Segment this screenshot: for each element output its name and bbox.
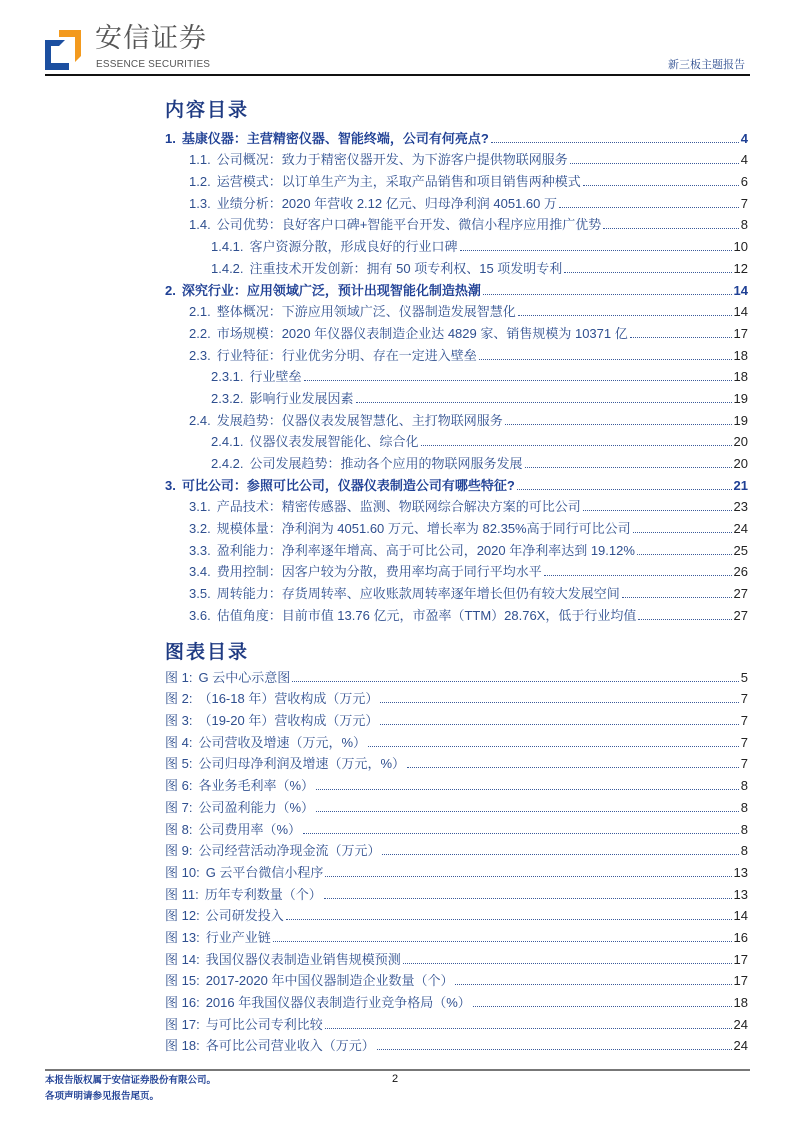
entry-title: 历年专利数量（个） bbox=[204, 886, 322, 902]
dot-leader bbox=[325, 876, 731, 877]
figure-list bbox=[165, 666, 748, 1056]
entry-page: 6 bbox=[740, 174, 748, 190]
entry-page: 7 bbox=[740, 691, 748, 707]
toc-entry[interactable] bbox=[165, 431, 748, 453]
figure-entry[interactable] bbox=[165, 970, 748, 992]
toc-entry[interactable] bbox=[165, 539, 748, 561]
entry-number: 图 16: bbox=[165, 995, 200, 1010]
entry-title: 公司盈利能力（%） bbox=[198, 799, 315, 815]
entry-number: 图 6: bbox=[165, 778, 193, 794]
entry-title: 客户资源分散，形成良好的行业口碑 bbox=[249, 239, 458, 255]
entry-number: 1.4.1. bbox=[211, 239, 244, 255]
entry-title: （19-20 年）营收构成（万元） bbox=[198, 713, 379, 729]
toc-entry[interactable] bbox=[165, 474, 748, 496]
dot-leader bbox=[460, 250, 732, 251]
dot-leader bbox=[479, 359, 732, 360]
entry-page: 24 bbox=[733, 1038, 748, 1054]
entry-title: G 云平台微信小程序 bbox=[205, 864, 324, 880]
toc-entry[interactable] bbox=[165, 192, 748, 214]
figure-entry[interactable] bbox=[165, 861, 748, 883]
dot-leader bbox=[303, 833, 739, 834]
footer-disclaimer: 各项声明请参见报告尾页。 bbox=[45, 1091, 160, 1102]
entry-title: 发展趋势：仪器仪表发展智慧化、主打物联网服务 bbox=[216, 412, 503, 428]
entry-number: 3.5. bbox=[189, 586, 211, 602]
toc-entry[interactable] bbox=[165, 214, 748, 236]
entry-number: 图 9: bbox=[165, 843, 193, 859]
entry-number: 2.3.2. bbox=[211, 390, 244, 406]
entry-page: 21 bbox=[733, 477, 748, 493]
dot-leader bbox=[559, 207, 739, 208]
toc-entry[interactable] bbox=[165, 387, 748, 409]
figure-entry[interactable] bbox=[165, 883, 748, 905]
dot-leader bbox=[380, 702, 738, 703]
report-type: 新三板主题报告 bbox=[668, 58, 745, 71]
dot-leader bbox=[505, 424, 732, 425]
entry-number: 2. bbox=[165, 282, 176, 298]
footer-divider bbox=[45, 1069, 750, 1071]
entry-title: 规模体量：净利润为 4051.60 万元、增长率为 82.35%高于同行可比公司 bbox=[216, 521, 631, 537]
entry-title: 公司研发投入 bbox=[205, 908, 284, 924]
toc-entry[interactable] bbox=[165, 127, 748, 149]
dot-leader bbox=[316, 811, 739, 812]
toc-entry[interactable] bbox=[165, 322, 748, 344]
entry-number: 2.4. bbox=[189, 412, 211, 428]
dot-leader bbox=[517, 489, 732, 490]
entry-number: 图 2: bbox=[165, 691, 193, 707]
toc-entry[interactable] bbox=[165, 561, 748, 583]
dot-leader bbox=[637, 554, 732, 555]
entry-title: 估值角度：目前市值 13.76 亿元，市盈率（TTM）28.76X，低于行业均值 bbox=[216, 607, 637, 623]
entry-title: 公司费用率（%） bbox=[198, 821, 302, 837]
toc-entry[interactable] bbox=[165, 517, 748, 539]
entry-number: 2.1. bbox=[189, 304, 211, 320]
entry-page: 4 bbox=[740, 152, 748, 168]
entry-title: 行业特征：行业优劣分明、存在一定进入壁垒 bbox=[216, 347, 477, 363]
figure-entry[interactable] bbox=[165, 926, 748, 948]
entry-title: 业绩分析：2020 年营收 2.12 亿元、归母净利润 4051.60 万 bbox=[216, 195, 557, 211]
entry-number: 图 7: bbox=[165, 799, 193, 815]
entry-title: 产品技术：精密传感器、监测、物联网综合解决方案的可比公司 bbox=[216, 499, 581, 515]
dot-leader bbox=[473, 1006, 732, 1007]
entry-title: 2017-2020 年中国仪器制造企业数量（个） bbox=[205, 973, 454, 989]
entry-page: 4 bbox=[740, 130, 748, 146]
dot-leader bbox=[455, 984, 731, 985]
entry-number: 3.4. bbox=[189, 564, 211, 580]
entry-title: （16-18 年）营收构成（万元） bbox=[198, 691, 379, 707]
figure-entry[interactable] bbox=[165, 1013, 748, 1035]
entry-title: 公司概况：致力于精密仪器开发、为下游客户提供物联网服务 bbox=[216, 152, 568, 168]
entry-number: 2.3. bbox=[189, 347, 211, 363]
entry-page: 27 bbox=[733, 607, 748, 623]
entry-number: 图 3: bbox=[165, 713, 193, 729]
dot-leader bbox=[544, 575, 732, 576]
dot-leader bbox=[273, 941, 732, 942]
entry-title: 行业产业链 bbox=[205, 929, 271, 945]
entry-page: 14 bbox=[733, 304, 748, 320]
dot-leader bbox=[525, 467, 732, 468]
entry-page: 20 bbox=[733, 456, 748, 471]
entry-page: 10 bbox=[733, 239, 748, 255]
entry-page: 8 bbox=[740, 217, 748, 233]
entry-title: 公司发展趋势：推动各个应用的物联网服务发展 bbox=[249, 456, 523, 471]
dot-leader bbox=[304, 380, 732, 381]
entry-title: 我国仪器仪表制造业销售规模预测 bbox=[205, 951, 401, 967]
entry-page: 18 bbox=[733, 995, 748, 1010]
entry-number: 3.2. bbox=[189, 521, 211, 537]
entry-page: 17 bbox=[733, 973, 748, 989]
entry-page: 8 bbox=[740, 799, 748, 815]
entry-page: 19 bbox=[733, 390, 748, 406]
dot-leader bbox=[382, 854, 738, 855]
entry-number: 1.3. bbox=[189, 195, 211, 211]
entry-title: 与可比公司专利比较 bbox=[205, 1016, 323, 1032]
entry-number: 图 8: bbox=[165, 821, 193, 837]
dot-leader bbox=[491, 142, 739, 143]
entry-page: 7 bbox=[740, 756, 748, 772]
dot-leader bbox=[292, 681, 739, 682]
dot-leader bbox=[630, 337, 732, 338]
entry-page: 25 bbox=[733, 542, 748, 558]
dot-leader bbox=[407, 767, 739, 768]
entry-page: 27 bbox=[733, 586, 748, 602]
entry-page: 13 bbox=[733, 886, 748, 902]
toc-entry[interactable] bbox=[165, 257, 748, 279]
entry-page: 24 bbox=[733, 1016, 748, 1032]
dot-leader bbox=[316, 789, 739, 790]
dot-leader bbox=[368, 746, 739, 747]
toc-entry[interactable] bbox=[165, 170, 748, 192]
dot-leader bbox=[638, 619, 731, 620]
entry-title: 盈利能力：净利率逐年增高、高于可比公司，2020 年净利率达到 19.12% bbox=[216, 542, 635, 558]
entry-number: 1.2. bbox=[189, 174, 211, 190]
entry-page: 16 bbox=[733, 929, 748, 945]
figure-entry[interactable] bbox=[165, 1035, 748, 1057]
entry-title: 费用控制：因客户较为分散，费用率均高于同行平均水平 bbox=[216, 564, 542, 580]
entry-page: 17 bbox=[733, 951, 748, 967]
figure-entry[interactable] bbox=[165, 688, 748, 710]
entry-number: 图 18: bbox=[165, 1038, 200, 1054]
dot-leader bbox=[325, 1028, 732, 1029]
footer-copyright: 本报告版权属于安信证券股份有限公司。 bbox=[45, 1075, 217, 1086]
entry-title: 各业务毛利率（%） bbox=[198, 778, 315, 794]
dot-leader bbox=[377, 1049, 732, 1050]
toc-entry[interactable] bbox=[165, 409, 748, 431]
entry-number: 图 12: bbox=[165, 908, 200, 924]
toc-entry[interactable] bbox=[165, 452, 748, 474]
entry-number: 图 5: bbox=[165, 756, 193, 772]
figure-entry[interactable] bbox=[165, 753, 748, 775]
entry-title: 2016 年我国仪器仪表制造行业竞争格局（%） bbox=[205, 995, 471, 1010]
toc-entry[interactable] bbox=[165, 279, 748, 301]
dot-leader bbox=[570, 163, 739, 164]
toc-entry[interactable] bbox=[165, 301, 748, 323]
dot-leader bbox=[583, 185, 739, 186]
entry-number: 图 15: bbox=[165, 973, 200, 989]
dot-leader bbox=[403, 963, 732, 964]
entry-number: 图 14: bbox=[165, 951, 200, 967]
entry-number: 3. bbox=[165, 477, 176, 493]
entry-page: 20 bbox=[733, 434, 748, 450]
entry-title: 各可比公司营业收入（万元） bbox=[205, 1038, 375, 1054]
figure-entry[interactable] bbox=[165, 818, 748, 840]
dot-leader bbox=[603, 228, 738, 229]
dot-leader bbox=[380, 724, 738, 725]
entry-number: 2.2. bbox=[189, 325, 211, 341]
figure-entry[interactable] bbox=[165, 796, 748, 818]
entry-page: 18 bbox=[733, 369, 748, 385]
entry-number: 1.4. bbox=[189, 217, 211, 233]
entry-title: 公司优势：良好客户口碑+智能平台开发、微信小程序应用推广优势 bbox=[216, 217, 602, 233]
dot-leader bbox=[356, 402, 732, 403]
entry-page: 26 bbox=[733, 564, 748, 580]
dot-leader bbox=[421, 445, 732, 446]
toc-entry[interactable] bbox=[165, 149, 748, 171]
toc-entry[interactable] bbox=[165, 582, 748, 604]
entry-page: 8 bbox=[740, 821, 748, 837]
entry-page: 24 bbox=[733, 521, 748, 537]
entry-page: 7 bbox=[740, 195, 748, 211]
entry-number: 3.6. bbox=[189, 607, 211, 623]
table-of-contents bbox=[165, 127, 748, 626]
entry-title: 市场规模：2020 年仪器仪表制造企业达 4829 家、销售规模为 10371 亿 bbox=[216, 325, 628, 341]
entry-page: 14 bbox=[733, 282, 748, 298]
essence-logo-icon bbox=[45, 30, 81, 70]
brand-name-cn: 安信证券 bbox=[95, 23, 207, 54]
entry-title: 周转能力：存货周转率、应收账款周转率逐年增长但仍有较大发展空间 bbox=[216, 586, 620, 602]
entry-number: 图 4: bbox=[165, 734, 193, 750]
toc-entry[interactable] bbox=[165, 235, 748, 257]
entry-page: 12 bbox=[733, 260, 748, 276]
entry-number: 图 11: bbox=[165, 886, 199, 902]
figure-entry[interactable] bbox=[165, 709, 748, 731]
figure-entry[interactable] bbox=[165, 731, 748, 753]
entry-number: 图 17: bbox=[165, 1016, 200, 1032]
entry-number: 2.4.2. bbox=[211, 456, 244, 471]
figure-entry[interactable] bbox=[165, 991, 748, 1013]
entry-page: 8 bbox=[740, 778, 748, 794]
entry-title: 行业壁垒 bbox=[249, 369, 302, 385]
figure-entry[interactable] bbox=[165, 948, 748, 970]
figure-entry[interactable] bbox=[165, 840, 748, 862]
dot-leader bbox=[518, 315, 732, 316]
dot-leader bbox=[622, 597, 732, 598]
entry-page: 23 bbox=[733, 499, 748, 515]
entry-page: 18 bbox=[733, 347, 748, 363]
entry-page: 5 bbox=[740, 669, 748, 685]
figure-entry[interactable] bbox=[165, 774, 748, 796]
entry-title: 公司经营活动净现金流（万元） bbox=[198, 843, 381, 859]
figures-title: 图表目录 bbox=[165, 641, 250, 663]
entry-title: 注重技术开发创新：拥有 50 项专利权、15 项发明专利 bbox=[249, 260, 563, 276]
entry-page: 14 bbox=[733, 908, 748, 924]
entry-title: 仪器仪表发展智能化、综合化 bbox=[249, 434, 419, 450]
entry-number: 图 13: bbox=[165, 929, 200, 945]
entry-number: 2.3.1. bbox=[211, 369, 244, 385]
toc-title: 内容目录 bbox=[165, 99, 250, 121]
entry-number: 3.1. bbox=[189, 499, 211, 515]
entry-number: 2.4.1. bbox=[211, 434, 244, 450]
entry-page: 8 bbox=[740, 843, 748, 859]
dot-leader bbox=[583, 510, 732, 511]
page-number: 2 bbox=[392, 1073, 399, 1085]
entry-page: 13 bbox=[733, 864, 748, 880]
entry-title: 公司归母净利润及增速（万元，%） bbox=[198, 756, 406, 772]
entry-title: 运营模式：以订单生产为主，采取产品销售和项目销售两种模式 bbox=[216, 174, 581, 190]
brand-name-en: ESSENCE SECURITIES bbox=[96, 59, 211, 70]
entry-page: 7 bbox=[740, 713, 748, 729]
entry-number: 3.3. bbox=[189, 542, 211, 558]
toc-entry[interactable] bbox=[165, 366, 748, 388]
header-divider bbox=[45, 74, 750, 76]
entry-page: 17 bbox=[733, 325, 748, 341]
entry-title: 影响行业发展因素 bbox=[249, 390, 354, 406]
figure-entry[interactable] bbox=[165, 905, 748, 927]
entry-number: 1.4.2. bbox=[211, 260, 244, 276]
entry-title: 公司营收及增速（万元，%） bbox=[198, 734, 367, 750]
entry-title: 可比公司：参照可比公司，仪器仪表制造公司有哪些特征? bbox=[181, 477, 515, 493]
entry-number: 图 10: bbox=[165, 864, 200, 880]
entry-number: 1. bbox=[165, 130, 176, 146]
entry-number: 1.1. bbox=[189, 152, 211, 168]
figure-entry[interactable] bbox=[165, 666, 748, 688]
dot-leader bbox=[286, 919, 732, 920]
dot-leader bbox=[633, 532, 732, 533]
entry-title: G 云中心示意图 bbox=[198, 669, 291, 685]
entry-title: 基康仪器：主营精密仪器、智能终端，公司有何亮点? bbox=[181, 130, 489, 146]
entry-title: 整体概况：下游应用领域广泛、仪器制造发展智慧化 bbox=[216, 304, 516, 320]
toc-entry[interactable] bbox=[165, 496, 748, 518]
dot-leader bbox=[564, 272, 731, 273]
toc-entry[interactable] bbox=[165, 604, 748, 626]
entry-page: 19 bbox=[733, 412, 748, 428]
toc-entry[interactable] bbox=[165, 344, 748, 366]
entry-number: 图 1: bbox=[165, 669, 193, 685]
entry-title: 深究行业：应用领域广泛，预计出现智能化制造热潮 bbox=[181, 282, 481, 298]
dot-leader bbox=[324, 898, 732, 899]
dot-leader bbox=[483, 294, 732, 295]
entry-page: 7 bbox=[740, 734, 748, 750]
